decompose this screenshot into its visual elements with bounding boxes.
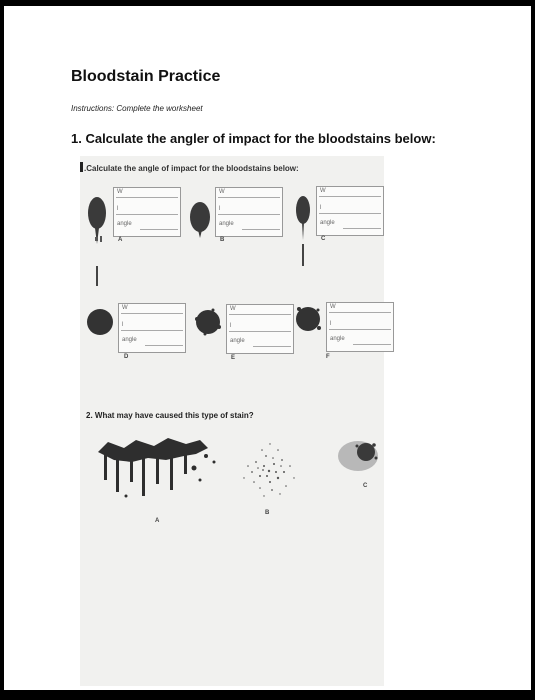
stain-c-w-line bbox=[319, 196, 381, 197]
stain-label-e: E bbox=[231, 355, 236, 361]
stain-b-w-label: W bbox=[219, 189, 225, 195]
page-title: Bloodstain Practice bbox=[71, 68, 221, 85]
pooled-stain-c-drawing bbox=[336, 438, 386, 474]
stain-a-w-label: W bbox=[117, 189, 123, 195]
stain-label-f: F bbox=[326, 354, 330, 360]
worksheet-page bbox=[4, 6, 531, 690]
stain2-label-b: B bbox=[265, 510, 270, 516]
scan-number-bar bbox=[80, 162, 83, 172]
bloodstain-f-drawing bbox=[294, 304, 322, 334]
stain-e-l-label: l bbox=[230, 323, 232, 329]
stain-e-angle-line bbox=[253, 346, 291, 347]
stain-label-d: D bbox=[124, 354, 129, 360]
stain-b-answer-box bbox=[215, 187, 283, 237]
stain-f-angle-label: angle bbox=[330, 336, 345, 342]
stain-c-l-line bbox=[319, 213, 381, 214]
stain-e-answer-box bbox=[226, 304, 294, 354]
stain-b-l-line bbox=[218, 214, 280, 215]
stain-a-angle-label: angle bbox=[117, 221, 132, 227]
question-1-heading: 1. Calculate the angler of impact for the bloodstains below: bbox=[71, 131, 436, 146]
stain-label-b: B bbox=[220, 237, 225, 243]
stain-d-angle-label: angle bbox=[122, 337, 137, 343]
bloodstain-a-drawing bbox=[86, 192, 108, 286]
stain-a-l-line bbox=[116, 214, 178, 215]
stain-d-l-line bbox=[121, 330, 183, 331]
stain-c-answer-box bbox=[316, 186, 384, 236]
stain-label-c: C bbox=[321, 236, 326, 242]
stain-a-answer-box bbox=[113, 187, 181, 237]
stain-c-w-label: W bbox=[320, 188, 326, 194]
stain2-label-c: C bbox=[363, 483, 368, 489]
cast-off-stain-a-drawing bbox=[96, 434, 221, 514]
stain-a-l-label: l bbox=[117, 206, 119, 212]
stain-d-l-label: l bbox=[122, 322, 124, 328]
stain-e-angle-label: angle bbox=[230, 338, 245, 344]
stain-c-l-label: l bbox=[320, 205, 322, 211]
stain-b-l-label: l bbox=[219, 206, 221, 212]
stain-f-l-line bbox=[329, 329, 391, 330]
stain-f-w-line bbox=[329, 312, 391, 313]
bloodstain-b-drawing bbox=[188, 199, 212, 239]
stain-d-w-line bbox=[121, 313, 183, 314]
stain-a-w-line bbox=[116, 197, 178, 198]
bloodstain-d-drawing bbox=[86, 308, 114, 336]
stain-f-w-label: W bbox=[330, 304, 336, 310]
stain-d-angle-line bbox=[145, 345, 183, 346]
scan-heading-text: .Calculate the angle of impact for the bloodstains below: bbox=[84, 164, 299, 173]
scan-heading bbox=[80, 162, 299, 173]
mist-stain-b-drawing bbox=[234, 436, 304, 506]
stain-f-angle-line bbox=[353, 344, 391, 345]
bloodstain-c-drawing bbox=[294, 192, 312, 266]
stain-e-w-line bbox=[229, 314, 291, 315]
stain2-label-a: A bbox=[155, 518, 160, 524]
stain-c-angle-label: angle bbox=[320, 220, 335, 226]
stain-d-w-label: W bbox=[122, 305, 128, 311]
scanned-worksheet-image bbox=[80, 156, 384, 686]
stain-d-answer-box bbox=[118, 303, 186, 353]
bloodstain-e-drawing bbox=[193, 307, 223, 337]
question-2-heading: 2. What may have caused this type of stain? bbox=[86, 411, 254, 420]
stain-e-l-line bbox=[229, 331, 291, 332]
stain-f-l-label: l bbox=[330, 321, 332, 327]
stain-c-angle-line bbox=[343, 228, 381, 229]
stain-f-answer-box bbox=[326, 302, 394, 352]
instructions-text: Instructions: Complete the worksheet bbox=[71, 104, 203, 113]
stain-b-angle-label: angle bbox=[219, 221, 234, 227]
stain-b-angle-line bbox=[242, 229, 280, 230]
stain-label-a: A bbox=[118, 237, 123, 243]
stain-e-w-label: W bbox=[230, 306, 236, 312]
stain-a-angle-line bbox=[140, 229, 178, 230]
stain-b-w-line bbox=[218, 197, 280, 198]
